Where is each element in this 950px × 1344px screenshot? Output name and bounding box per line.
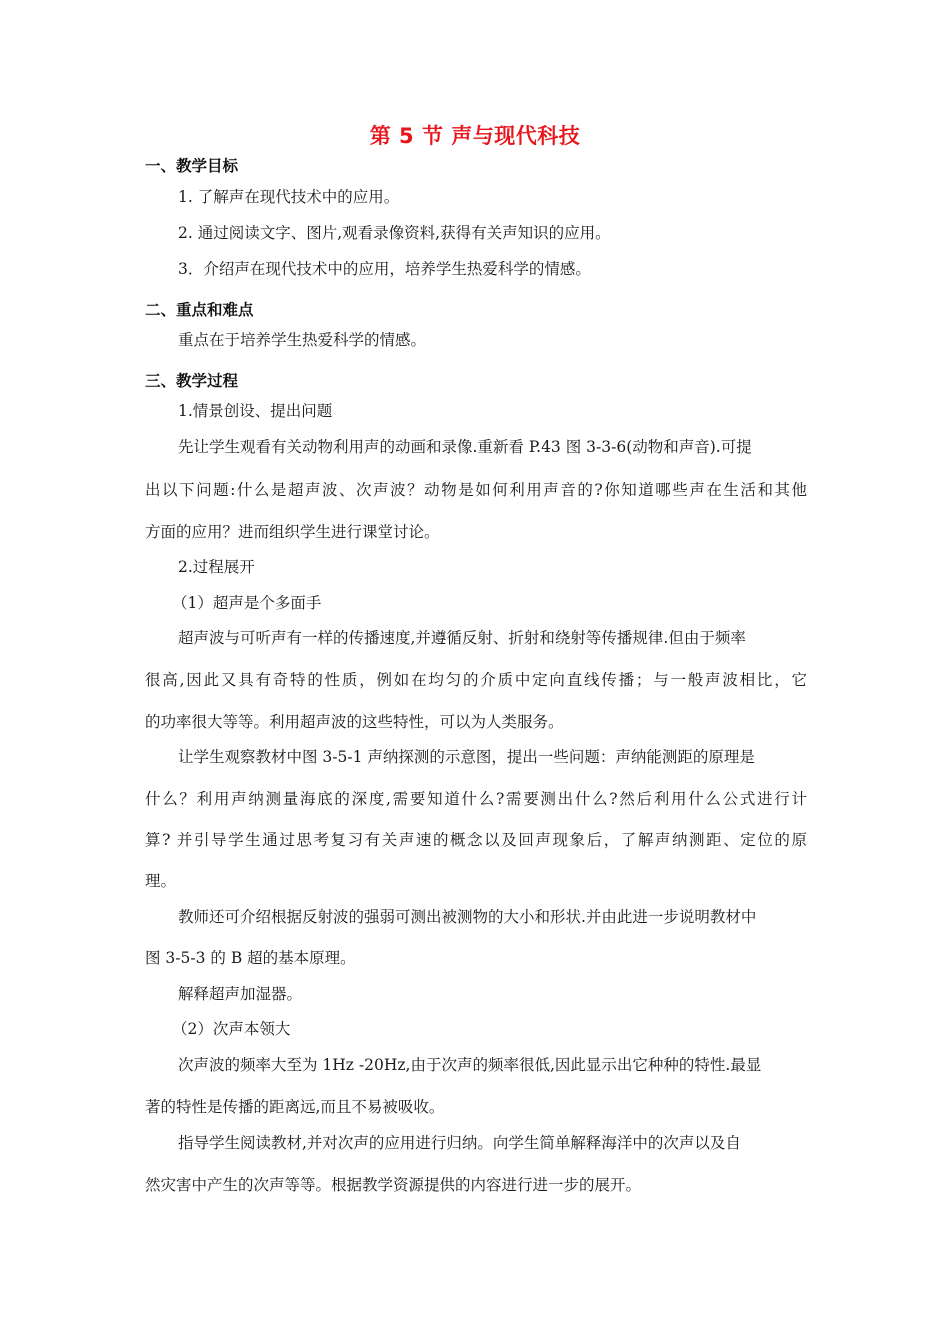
paragraph-line: 然灾害中产生的次声等等。根据教学资源提供的内容进行进一步的展开。 bbox=[145, 1176, 642, 1194]
key-point-text: 重点在于培养学生热爱科学的情感。 bbox=[178, 331, 427, 349]
paragraph-line: 出以下问题:什么是超声波、次声波？动物是如何利用声音的?你知道哪些声在生活和其他 bbox=[145, 481, 807, 499]
paragraph-line: 的功率很大等等。利用超声波的这些特性，可以为人类服务。 bbox=[145, 713, 564, 731]
page-title: 第 5 节 声与现代科技 bbox=[369, 124, 581, 148]
objective-item: 1. 了解声在现代技术中的应用。 bbox=[178, 188, 400, 206]
paragraph-line: 什么？利用声纳测量海底的深度,需要知道什么?需要测出什么?然后利用什么公式进行计 bbox=[145, 790, 807, 808]
paragraph-line: 方面的应用？进而组织学生进行课堂讨论。 bbox=[145, 523, 440, 541]
heading-key-points: 二、重点和难点 bbox=[145, 301, 254, 319]
paragraph-line: 图 3-5-3 的 B 超的基本原理。 bbox=[145, 949, 356, 967]
paragraph-line: 著的特性是传播的距离远,而且不易被吸收。 bbox=[145, 1098, 445, 1116]
heading-process: 三、教学过程 bbox=[145, 372, 239, 390]
paragraph-line: 次声波的频率大至为 1Hz -20Hz,由于次声的频率很低,因此显示出它种种的特性.最显 bbox=[178, 1056, 762, 1074]
paragraph-line: 教师还可介绍根据反射波的强弱可测出被测物的大小和形状.并由此进一步说明教材中 bbox=[178, 908, 757, 926]
paragraph-line: 理。 bbox=[145, 872, 177, 890]
subheading: （2）次声本领大 bbox=[172, 1020, 291, 1038]
subheading: 2.过程展开 bbox=[178, 558, 255, 576]
subheading: 1.情景创设、提出问题 bbox=[178, 402, 333, 420]
objective-item: 3．介绍声在现代技术中的应用，培养学生热爱科学的情感。 bbox=[178, 260, 591, 278]
paragraph-line: 很高,因此又具有奇特的性质，例如在均匀的介质中定向直线传播；与一般声波相比，它 bbox=[145, 671, 807, 689]
subheading: （1）超声是个多面手 bbox=[172, 594, 322, 612]
paragraph-line: 解释超声加湿器。 bbox=[178, 985, 303, 1003]
paragraph-line: 算? 并引导学生通过思考复习有关声速的概念以及回声现象后，了解声纳测距、定位的原 bbox=[145, 831, 807, 849]
heading-objectives: 一、教学目标 bbox=[145, 157, 239, 175]
paragraph-line: 让学生观察教材中图 3-5-1 声纳探测的示意图，提出一些问题：声纳能测距的原理是 bbox=[178, 748, 755, 766]
paragraph-line: 超声波与可听声有一样的传播速度,并遵循反射、折射和绕射等传播规律.但由于频率 bbox=[178, 629, 746, 647]
paragraph-line: 先让学生观看有关动物利用声的动画和录像.重新看 P.43 图 3-3-6(动物和声音).可提 bbox=[178, 438, 752, 456]
objective-item: 2. 通过阅读文字、图片,观看录像资料,获得有关声知识的应用。 bbox=[178, 224, 611, 242]
paragraph-line: 指导学生阅读教材,并对次声的应用进行归纳。向学生简单解释海洋中的次声以及自 bbox=[178, 1134, 741, 1152]
